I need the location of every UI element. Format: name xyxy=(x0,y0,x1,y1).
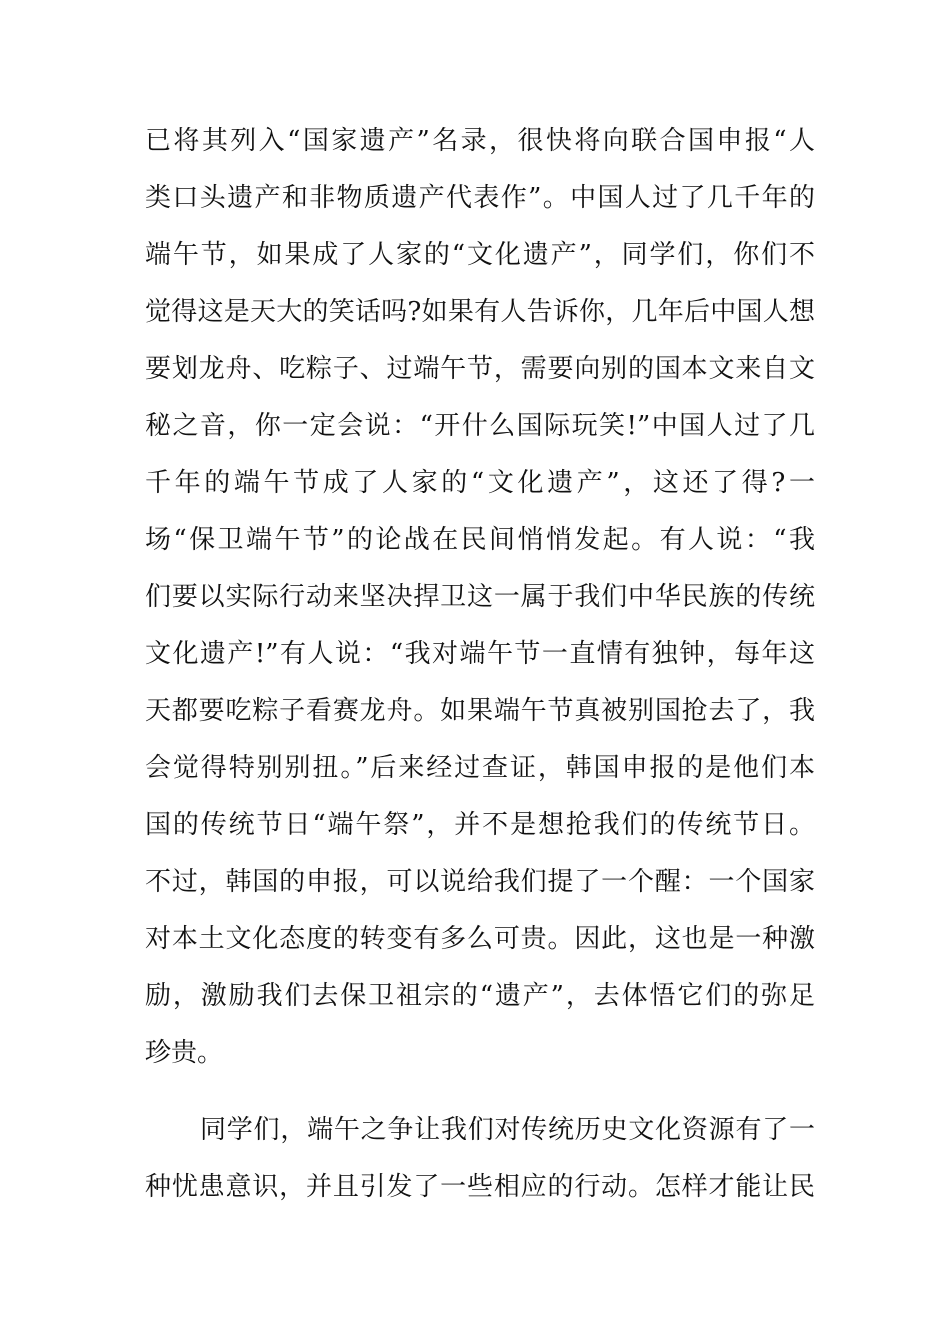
text-line-14: 不过，韩国的申报，可以说给我们提了一个醒：一个国家 xyxy=(145,867,815,897)
text-line-11: 天都要吃粽子看赛龙舟。如果端午节真被别国抢去了，我 xyxy=(145,696,815,726)
text-line-16: 励，激励我们去保卫祖宗的“遗产”，去体悟它们的弥足 xyxy=(145,981,815,1011)
text-line-13: 国的传统节日“端午祭”，并不是想抢我们的传统节日。 xyxy=(145,810,815,840)
text-line-17: 珍贵。 xyxy=(145,1038,224,1068)
text-line-10: 文化遗产!”有人说：“我对端午节一直情有独钟，每年这 xyxy=(145,639,815,669)
text-line-3: 端午节，如果成了人家的“文化遗产”，同学们，你们不 xyxy=(145,240,815,270)
text-line-18: 同学们，端午之争让我们对传统历史文化资源有了一 xyxy=(200,1115,815,1145)
text-line-1: 已将其列入“国家遗产”名录，很快将向联合国申报“人 xyxy=(145,126,815,156)
text-line-2: 类口头遗产和非物质遗产代表作”。中国人过了几千年的 xyxy=(145,183,815,213)
text-line-15: 对本土文化态度的转变有多么可贵。因此，这也是一种激 xyxy=(145,924,815,954)
text-line-7: 千年的端午节成了人家的“文化遗产”，这还了得?一 xyxy=(145,468,815,498)
text-line-8: 场“保卫端午节”的论战在民间悄悄发起。有人说：“我 xyxy=(145,525,815,555)
text-line-6: 秘之音，你一定会说：“开什么国际玩笑!”中国人过了几 xyxy=(145,411,815,441)
text-line-5: 要划龙舟、吃粽子、过端午节，需要向别的国本文来自文 xyxy=(145,354,815,384)
text-line-12: 会觉得特别别扭。”后来经过查证，韩国申报的是他们本 xyxy=(145,753,815,783)
text-line-4: 觉得这是天大的笑话吗?如果有人告诉你，几年后中国人想 xyxy=(145,297,815,327)
text-line-19: 种忧患意识，并且引发了一些相应的行动。怎样才能让民 xyxy=(145,1172,815,1202)
text-line-9: 们要以实际行动来坚决捍卫这一属于我们中华民族的传统 xyxy=(145,582,815,612)
